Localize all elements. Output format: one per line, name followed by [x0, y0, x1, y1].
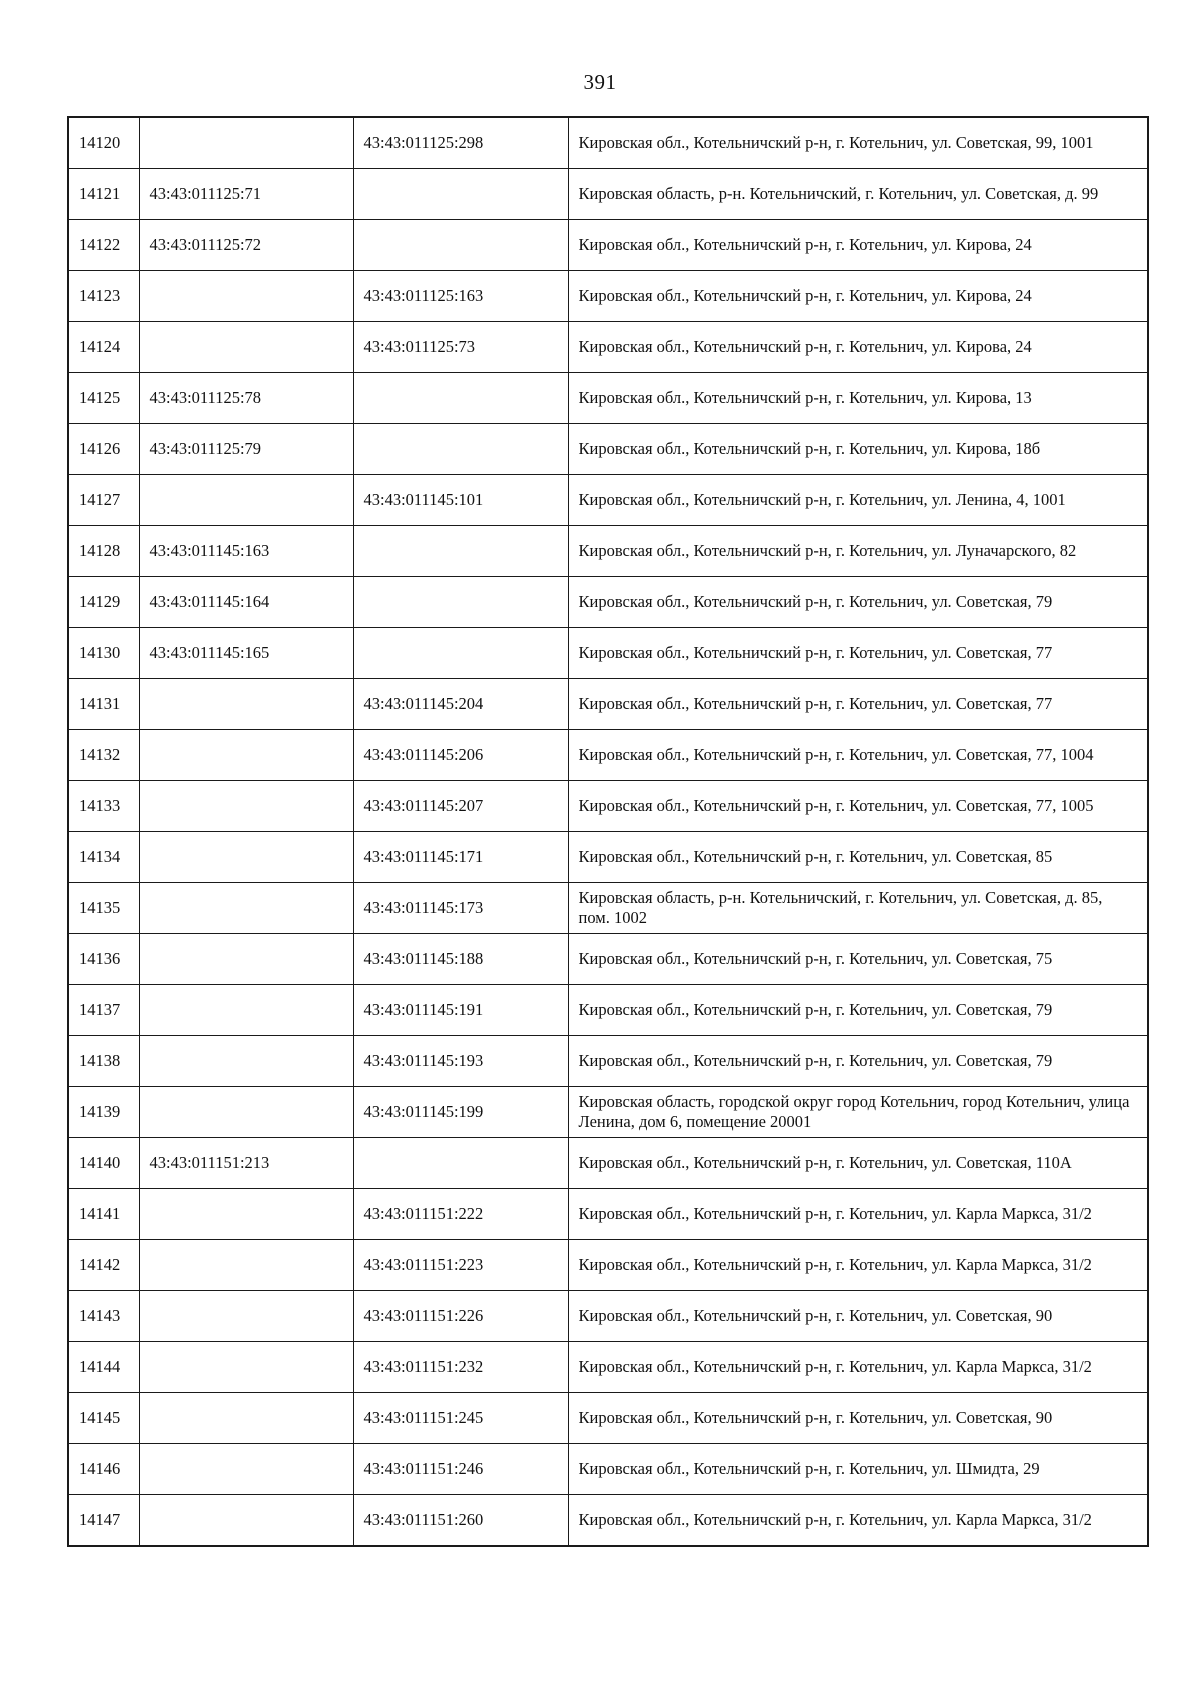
table-row — [68, 1291, 1148, 1342]
building-cadastral-cell: 43:43:011145:207 — [353, 781, 568, 832]
building-cadastral-cell: 43:43:011125:73 — [353, 322, 568, 373]
address-cell: Кировская обл., Котельничский р-н, г. Котельнич, ул. Советская, 79 — [568, 985, 1148, 1036]
row-number-cell: 14132 — [68, 730, 139, 781]
table-row — [68, 169, 1148, 220]
building-cadastral-cell — [353, 1138, 568, 1189]
land-parcel-cadastral-cell — [139, 475, 353, 526]
table-row — [68, 1240, 1148, 1291]
land-parcel-cadastral-cell: 43:43:011145:163 — [139, 526, 353, 577]
row-number-cell: 14128 — [68, 526, 139, 577]
address-cell: Кировская обл., Котельничский р-н, г. Котельнич, ул. Карла Маркса, 31/2 — [568, 1189, 1148, 1240]
row-number-cell: 14141 — [68, 1189, 139, 1240]
land-parcel-cadastral-cell: 43:43:011145:164 — [139, 577, 353, 628]
row-number-cell: 14133 — [68, 781, 139, 832]
building-cadastral-cell: 43:43:011145:171 — [353, 832, 568, 883]
address-cell: Кировская обл., Котельничский р-н, г. Котельнич, ул. Советская, 90 — [568, 1291, 1148, 1342]
row-number-cell: 14120 — [68, 117, 139, 169]
address-cell: Кировская обл., Котельничский р-н, г. Котельнич, ул. Советская, 77, 1005 — [568, 781, 1148, 832]
land-parcel-cadastral-cell — [139, 322, 353, 373]
row-number-cell: 14125 — [68, 373, 139, 424]
row-number-cell: 14142 — [68, 1240, 139, 1291]
land-parcel-cadastral-cell — [139, 1036, 353, 1087]
building-cadastral-cell: 43:43:011151:246 — [353, 1444, 568, 1495]
building-cadastral-cell: 43:43:011145:204 — [353, 679, 568, 730]
building-cadastral-cell: 43:43:011145:173 — [353, 883, 568, 934]
table-row — [68, 883, 1148, 934]
row-number-cell: 14139 — [68, 1087, 139, 1138]
address-cell: Кировская обл., Котельничский р-н, г. Котельнич, ул. Кирова, 13 — [568, 373, 1148, 424]
row-number-cell: 14122 — [68, 220, 139, 271]
building-cadastral-cell: 43:43:011145:191 — [353, 985, 568, 1036]
table-row — [68, 322, 1148, 373]
address-cell: Кировская обл., Котельничский р-н, г. Котельнич, ул. Карла Маркса, 31/2 — [568, 1495, 1148, 1547]
row-number-cell: 14138 — [68, 1036, 139, 1087]
table-row — [68, 475, 1148, 526]
building-cadastral-cell — [353, 373, 568, 424]
building-cadastral-cell: 43:43:011151:245 — [353, 1393, 568, 1444]
building-cadastral-cell — [353, 220, 568, 271]
address-cell: Кировская область, р-н. Котельничский, г. Котельнич, ул. Советская, д. 99 — [568, 169, 1148, 220]
address-cell: Кировская обл., Котельничский р-н, г. Котельнич, ул. Советская, 90 — [568, 1393, 1148, 1444]
table-row — [68, 1444, 1148, 1495]
address-cell: Кировская обл., Котельничский р-н, г. Котельнич, ул. Ленина, 4, 1001 — [568, 475, 1148, 526]
table-row — [68, 781, 1148, 832]
land-parcel-cadastral-cell — [139, 1342, 353, 1393]
table-row — [68, 1189, 1148, 1240]
table-row — [68, 985, 1148, 1036]
table-row — [68, 730, 1148, 781]
land-parcel-cadastral-cell: 43:43:011151:213 — [139, 1138, 353, 1189]
building-cadastral-cell: 43:43:011151:222 — [353, 1189, 568, 1240]
table-row — [68, 271, 1148, 322]
address-cell: Кировская обл., Котельничский р-н, г. Котельнич, ул. Советская, 99, 1001 — [568, 117, 1148, 169]
address-cell: Кировская обл., Котельничский р-н, г. Котельнич, ул. Кирова, 18б — [568, 424, 1148, 475]
address-cell: Кировская область, р-н. Котельничский, г. Котельнич, ул. Советская, д. 85, пом. 1002 — [568, 883, 1148, 934]
building-cadastral-cell — [353, 526, 568, 577]
row-number-cell: 14121 — [68, 169, 139, 220]
address-cell: Кировская обл., Котельничский р-н, г. Котельнич, ул. Шмидта, 29 — [568, 1444, 1148, 1495]
table-row — [68, 577, 1148, 628]
row-number-cell: 14140 — [68, 1138, 139, 1189]
registry-table — [67, 116, 1149, 1547]
row-number-cell: 14123 — [68, 271, 139, 322]
building-cadastral-cell: 43:43:011145:206 — [353, 730, 568, 781]
row-number-cell: 14137 — [68, 985, 139, 1036]
address-cell: Кировская обл., Котельничский р-н, г. Котельнич, ул. Советская, 77 — [568, 679, 1148, 730]
row-number-cell: 14134 — [68, 832, 139, 883]
table-row — [68, 628, 1148, 679]
table-row — [68, 220, 1148, 271]
building-cadastral-cell — [353, 577, 568, 628]
land-parcel-cadastral-cell — [139, 934, 353, 985]
row-number-cell: 14135 — [68, 883, 139, 934]
address-cell: Кировская область, городской округ город Котельнич, город Котельнич, улица Ленина, дом 6, помещение 20001 — [568, 1087, 1148, 1138]
row-number-cell: 14136 — [68, 934, 139, 985]
registry-table-body — [68, 117, 1148, 1546]
address-cell: Кировская обл., Котельничский р-н, г. Котельнич, ул. Советская, 79 — [568, 577, 1148, 628]
land-parcel-cadastral-cell — [139, 679, 353, 730]
row-number-cell: 14144 — [68, 1342, 139, 1393]
land-parcel-cadastral-cell — [139, 1495, 353, 1547]
address-cell: Кировская обл., Котельничский р-н, г. Котельнич, ул. Советская, 77, 1004 — [568, 730, 1148, 781]
table-row — [68, 1342, 1148, 1393]
row-number-cell: 14126 — [68, 424, 139, 475]
land-parcel-cadastral-cell: 43:43:011125:72 — [139, 220, 353, 271]
row-number-cell: 14147 — [68, 1495, 139, 1547]
building-cadastral-cell — [353, 628, 568, 679]
land-parcel-cadastral-cell: 43:43:011125:78 — [139, 373, 353, 424]
page-number: 391 — [583, 70, 617, 94]
table-row — [68, 1138, 1148, 1189]
land-parcel-cadastral-cell — [139, 832, 353, 883]
land-parcel-cadastral-cell: 43:43:011125:79 — [139, 424, 353, 475]
land-parcel-cadastral-cell: 43:43:011145:165 — [139, 628, 353, 679]
land-parcel-cadastral-cell — [139, 781, 353, 832]
table-row — [68, 1036, 1148, 1087]
building-cadastral-cell: 43:43:011145:188 — [353, 934, 568, 985]
row-number-cell: 14127 — [68, 475, 139, 526]
land-parcel-cadastral-cell — [139, 1291, 353, 1342]
table-row — [68, 373, 1148, 424]
address-cell: Кировская обл., Котельничский р-н, г. Котельнич, ул. Кирова, 24 — [568, 220, 1148, 271]
land-parcel-cadastral-cell: 43:43:011125:71 — [139, 169, 353, 220]
address-cell: Кировская обл., Котельничский р-н, г. Котельнич, ул. Кирова, 24 — [568, 271, 1148, 322]
row-number-cell: 14124 — [68, 322, 139, 373]
address-cell: Кировская обл., Котельничский р-н, г. Котельнич, ул. Советская, 79 — [568, 1036, 1148, 1087]
table-row — [68, 1393, 1148, 1444]
land-parcel-cadastral-cell — [139, 271, 353, 322]
building-cadastral-cell: 43:43:011151:260 — [353, 1495, 568, 1547]
address-cell: Кировская обл., Котельничский р-н, г. Котельнич, ул. Советская, 110А — [568, 1138, 1148, 1189]
address-cell: Кировская обл., Котельничский р-н, г. Котельнич, ул. Кирова, 24 — [568, 322, 1148, 373]
row-number-cell: 14131 — [68, 679, 139, 730]
building-cadastral-cell: 43:43:011145:193 — [353, 1036, 568, 1087]
land-parcel-cadastral-cell — [139, 1393, 353, 1444]
building-cadastral-cell: 43:43:011145:101 — [353, 475, 568, 526]
land-parcel-cadastral-cell — [139, 730, 353, 781]
building-cadastral-cell — [353, 169, 568, 220]
building-cadastral-cell — [353, 424, 568, 475]
land-parcel-cadastral-cell — [139, 1087, 353, 1138]
land-parcel-cadastral-cell — [139, 883, 353, 934]
building-cadastral-cell: 43:43:011151:226 — [353, 1291, 568, 1342]
address-cell: Кировская обл., Котельничский р-н, г. Котельнич, ул. Карла Маркса, 31/2 — [568, 1342, 1148, 1393]
building-cadastral-cell: 43:43:011151:223 — [353, 1240, 568, 1291]
row-number-cell: 14129 — [68, 577, 139, 628]
land-parcel-cadastral-cell — [139, 1189, 353, 1240]
building-cadastral-cell: 43:43:011145:199 — [353, 1087, 568, 1138]
table-row — [68, 832, 1148, 883]
row-number-cell: 14146 — [68, 1444, 139, 1495]
address-cell: Кировская обл., Котельничский р-н, г. Котельнич, ул. Советская, 85 — [568, 832, 1148, 883]
row-number-cell: 14145 — [68, 1393, 139, 1444]
land-parcel-cadastral-cell — [139, 1444, 353, 1495]
building-cadastral-cell: 43:43:011125:298 — [353, 117, 568, 169]
table-row — [68, 526, 1148, 577]
land-parcel-cadastral-cell — [139, 985, 353, 1036]
address-cell: Кировская обл., Котельничский р-н, г. Котельнич, ул. Луначарского, 82 — [568, 526, 1148, 577]
table-row — [68, 934, 1148, 985]
table-row — [68, 117, 1148, 169]
address-cell: Кировская обл., Котельничский р-н, г. Котельнич, ул. Советская, 75 — [568, 934, 1148, 985]
table-row — [68, 424, 1148, 475]
building-cadastral-cell: 43:43:011151:232 — [353, 1342, 568, 1393]
table-row — [68, 1087, 1148, 1138]
address-cell: Кировская обл., Котельничский р-н, г. Котельнич, ул. Советская, 77 — [568, 628, 1148, 679]
row-number-cell: 14130 — [68, 628, 139, 679]
land-parcel-cadastral-cell — [139, 1240, 353, 1291]
address-cell: Кировская обл., Котельничский р-н, г. Котельнич, ул. Карла Маркса, 31/2 — [568, 1240, 1148, 1291]
land-parcel-cadastral-cell — [139, 117, 353, 169]
table-row — [68, 1495, 1148, 1547]
row-number-cell: 14143 — [68, 1291, 139, 1342]
building-cadastral-cell: 43:43:011125:163 — [353, 271, 568, 322]
table-row — [68, 679, 1148, 730]
